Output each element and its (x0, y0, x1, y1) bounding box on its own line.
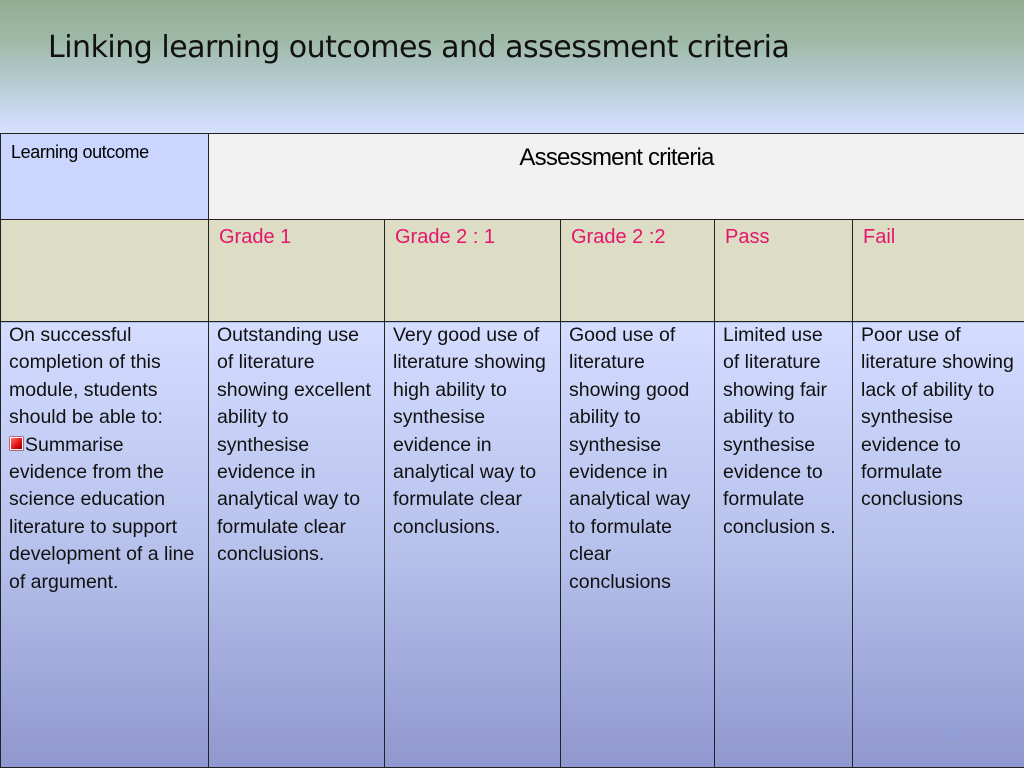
table-header-row (1, 134, 1024, 220)
criteria-grade-2-1: Very good use of literature showing high ability to synthesise evidence in analytical way to formulate clear conclusions. (385, 322, 561, 768)
assessment-criteria-header: Assessment criteria (209, 134, 1024, 220)
grade-2-1-label: Grade 2 : 1 (385, 220, 561, 322)
criteria-row (1, 322, 1024, 768)
grade-1-label: Grade 1 (209, 220, 385, 322)
learning-outcome-header: Learning outcome (1, 134, 209, 220)
learning-outcome-bullet: Summarise evidence from the science education literature to support development of a line of argument. (9, 433, 195, 593)
pass-label: Pass (715, 220, 853, 322)
page-number: 16 (943, 725, 958, 740)
learning-outcome-intro: On successful completion of this module, students should be able to: (9, 324, 163, 429)
assessment-table (0, 133, 1024, 768)
bullet-icon (10, 437, 23, 450)
grades-row (1, 220, 1024, 322)
criteria-grade-2-2: Good use of literature showing good ability to synthesise evidence in analytical way to formulate clear conclusions (561, 322, 715, 768)
empty-cell (1, 220, 209, 322)
fail-label: Fail (853, 220, 1024, 322)
slide-title: Linking learning outcomes and assessment criteria (48, 30, 790, 65)
criteria-grade-1: Outstanding use of literature showing excellent ability to synthesise evidence in analytical way to formulate clear conclusions. (209, 322, 385, 768)
learning-outcome-cell (1, 322, 209, 768)
criteria-fail: Poor use of literature showing lack of ability to synthesise evidence to formulate conclusions (853, 322, 1024, 768)
criteria-pass: Limited use of literature showing fair ability to synthesise evidence to formulate conclusion s. (715, 322, 853, 768)
grade-2-2-label: Grade 2 :2 (561, 220, 715, 322)
